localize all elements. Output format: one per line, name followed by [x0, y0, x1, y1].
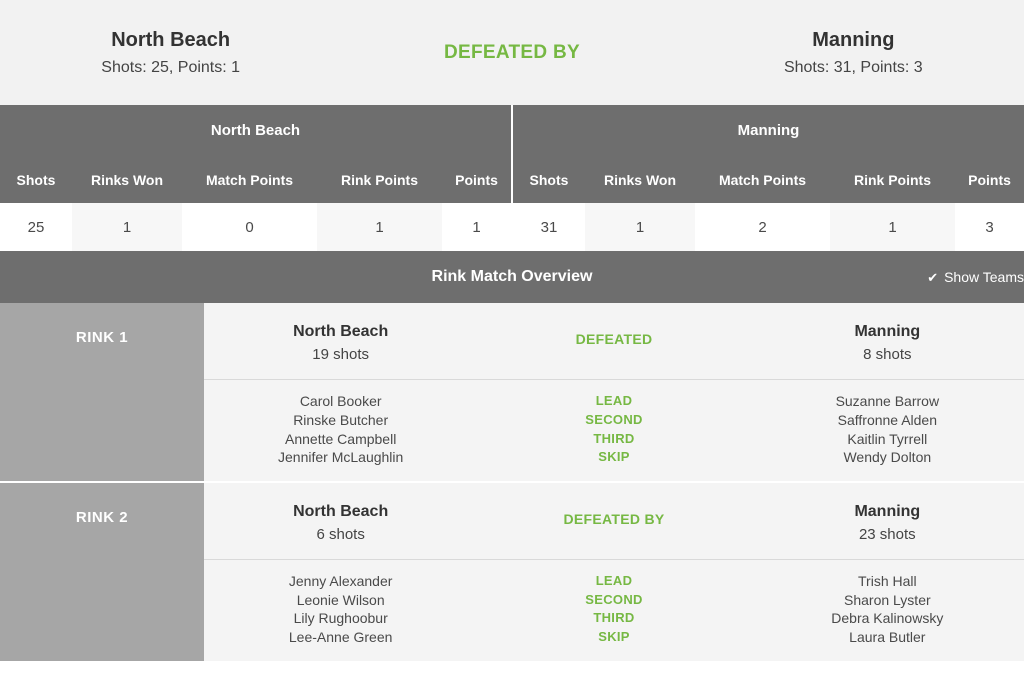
show-teams-toggle[interactable]	[927, 269, 1024, 285]
rink-2-positions	[477, 572, 750, 646]
scoreboard-column-header-row	[0, 157, 1024, 203]
rink-2-home-players	[204, 572, 477, 646]
rink-match-overview-bar	[0, 251, 1024, 303]
player-name: Lily Rughoobur	[293, 610, 388, 627]
position-label: SECOND	[585, 591, 643, 607]
value-home-shots: 25	[0, 203, 72, 251]
col-header-home-rink-points: Rink Points	[340, 172, 418, 188]
rink-body-1	[204, 303, 1024, 481]
summary-home	[0, 26, 341, 80]
rink-1-result-label: DEFEATED	[575, 331, 653, 347]
player-name: Leonie Wilson	[296, 591, 385, 608]
col-header-home-rinks-won: Rinks Won	[90, 172, 164, 188]
scoreboard-columns-away	[513, 157, 1024, 203]
rink-body-2	[204, 483, 1024, 661]
summary-away-team: Manning	[812, 28, 895, 51]
rink-2-home	[204, 501, 477, 543]
show-teams-label: Show Teams	[944, 269, 1024, 285]
rink-1-home-team: North Beach	[293, 323, 389, 340]
rink-label-2: RINK 2	[0, 483, 204, 661]
scoreboard-group-away: Manning	[737, 122, 800, 139]
rink-2-result-label: DEFEATED BY	[563, 510, 665, 527]
summary-away-stats: Shots: 31, Points: 3	[783, 58, 923, 76]
player-name: Wendy Dolton	[843, 449, 932, 466]
col-header-away-shots: Shots	[529, 172, 569, 188]
value-away-match-points: 2	[695, 203, 830, 251]
col-header-home-shots: Shots	[16, 172, 56, 188]
rink-2-home-team: North Beach	[293, 502, 389, 520]
position-label: LEAD	[595, 573, 633, 589]
rink-2-result	[477, 501, 750, 543]
rink-1-players	[204, 379, 1024, 466]
col-header-away-points: Points	[968, 172, 1011, 188]
value-away-shots: 31	[513, 203, 585, 251]
rink-1-away-team: Manning	[854, 323, 921, 340]
value-home-rink-points: 1	[317, 203, 442, 251]
rink-1-home	[204, 321, 477, 363]
player-name: Debra Kalinowsky	[831, 610, 944, 627]
position-label: SKIP	[598, 449, 630, 465]
position-label: SECOND	[585, 411, 643, 427]
player-name: Laura Butler	[849, 628, 926, 645]
checkmark-icon: ✔	[927, 269, 939, 285]
rink-2-away-shots: 23 shots	[858, 526, 916, 544]
player-name: Sharon Lyster	[844, 591, 931, 608]
value-away-rink-points: 1	[830, 203, 955, 251]
player-name: Kaitlin Tyrrell	[847, 430, 928, 447]
player-name: Jennifer McLaughlin	[278, 449, 404, 466]
position-label: LEAD	[595, 393, 633, 409]
rink-2-header	[204, 501, 1024, 559]
summary-result	[341, 42, 682, 64]
summary-home-team: North Beach	[111, 28, 231, 51]
position-label: THIRD	[593, 610, 635, 626]
summary-away	[683, 26, 1024, 80]
match-summary-banner	[0, 0, 1024, 105]
rink-1-away	[751, 321, 1024, 363]
value-home-points: 1	[442, 203, 511, 251]
scoreboard-values-home	[0, 203, 513, 251]
scoreboard-columns-home	[0, 157, 513, 203]
rink-1-header	[204, 321, 1024, 379]
col-header-away-match-points: Match Points	[718, 172, 807, 188]
col-header-home-match-points: Match Points	[205, 172, 294, 188]
rink-1-result	[477, 321, 750, 363]
value-home-match-points: 0	[182, 203, 317, 251]
rink-2-players	[204, 559, 1024, 646]
rink-1-positions	[477, 392, 750, 466]
col-header-away-rinks-won: Rinks Won	[603, 172, 677, 188]
value-away-points: 3	[955, 203, 1024, 251]
rink-block-2	[0, 483, 1024, 663]
summary-result-label: DEFEATED BY	[444, 41, 580, 63]
player-name: Jenny Alexander	[288, 573, 393, 590]
player-name: Lee-Anne Green	[288, 628, 393, 645]
scoreboard-table	[0, 105, 1024, 251]
col-header-home-points: Points	[455, 172, 498, 188]
scoreboard-value-row	[0, 203, 1024, 251]
position-label: THIRD	[593, 430, 635, 446]
col-header-away-rink-points: Rink Points	[853, 172, 931, 188]
value-away-rinks-won: 1	[585, 203, 695, 251]
scoreboard-values-away	[513, 203, 1024, 251]
value-home-rinks-won: 1	[72, 203, 182, 251]
rink-1-away-players	[751, 392, 1024, 466]
rink-match-overview-title: Rink Match Overview	[431, 268, 593, 285]
rink-1-home-shots: 19 shots	[312, 346, 370, 364]
player-name: Saffronne Alden	[837, 411, 938, 428]
player-name: Trish Hall	[858, 573, 917, 590]
rink-label-1: RINK 1	[0, 303, 204, 481]
scoreboard-group-header-row	[0, 105, 1024, 157]
player-name: Carol Booker	[299, 393, 382, 410]
rink-2-away-players	[751, 572, 1024, 646]
player-name: Suzanne Barrow	[835, 393, 940, 410]
rink-1-away-shots: 8 shots	[863, 346, 912, 364]
rink-2-away	[751, 501, 1024, 543]
player-name: Annette Campbell	[285, 430, 397, 447]
summary-home-stats: Shots: 25, Points: 1	[101, 58, 241, 76]
rink-block-1	[0, 303, 1024, 483]
player-name: Rinske Butcher	[293, 411, 389, 428]
rink-1-home-players	[204, 392, 477, 466]
rink-2-home-shots: 6 shots	[316, 526, 365, 544]
rink-2-away-team: Manning	[854, 502, 921, 520]
scoreboard-group-home: North Beach	[0, 105, 513, 157]
position-label: SKIP	[598, 628, 630, 644]
